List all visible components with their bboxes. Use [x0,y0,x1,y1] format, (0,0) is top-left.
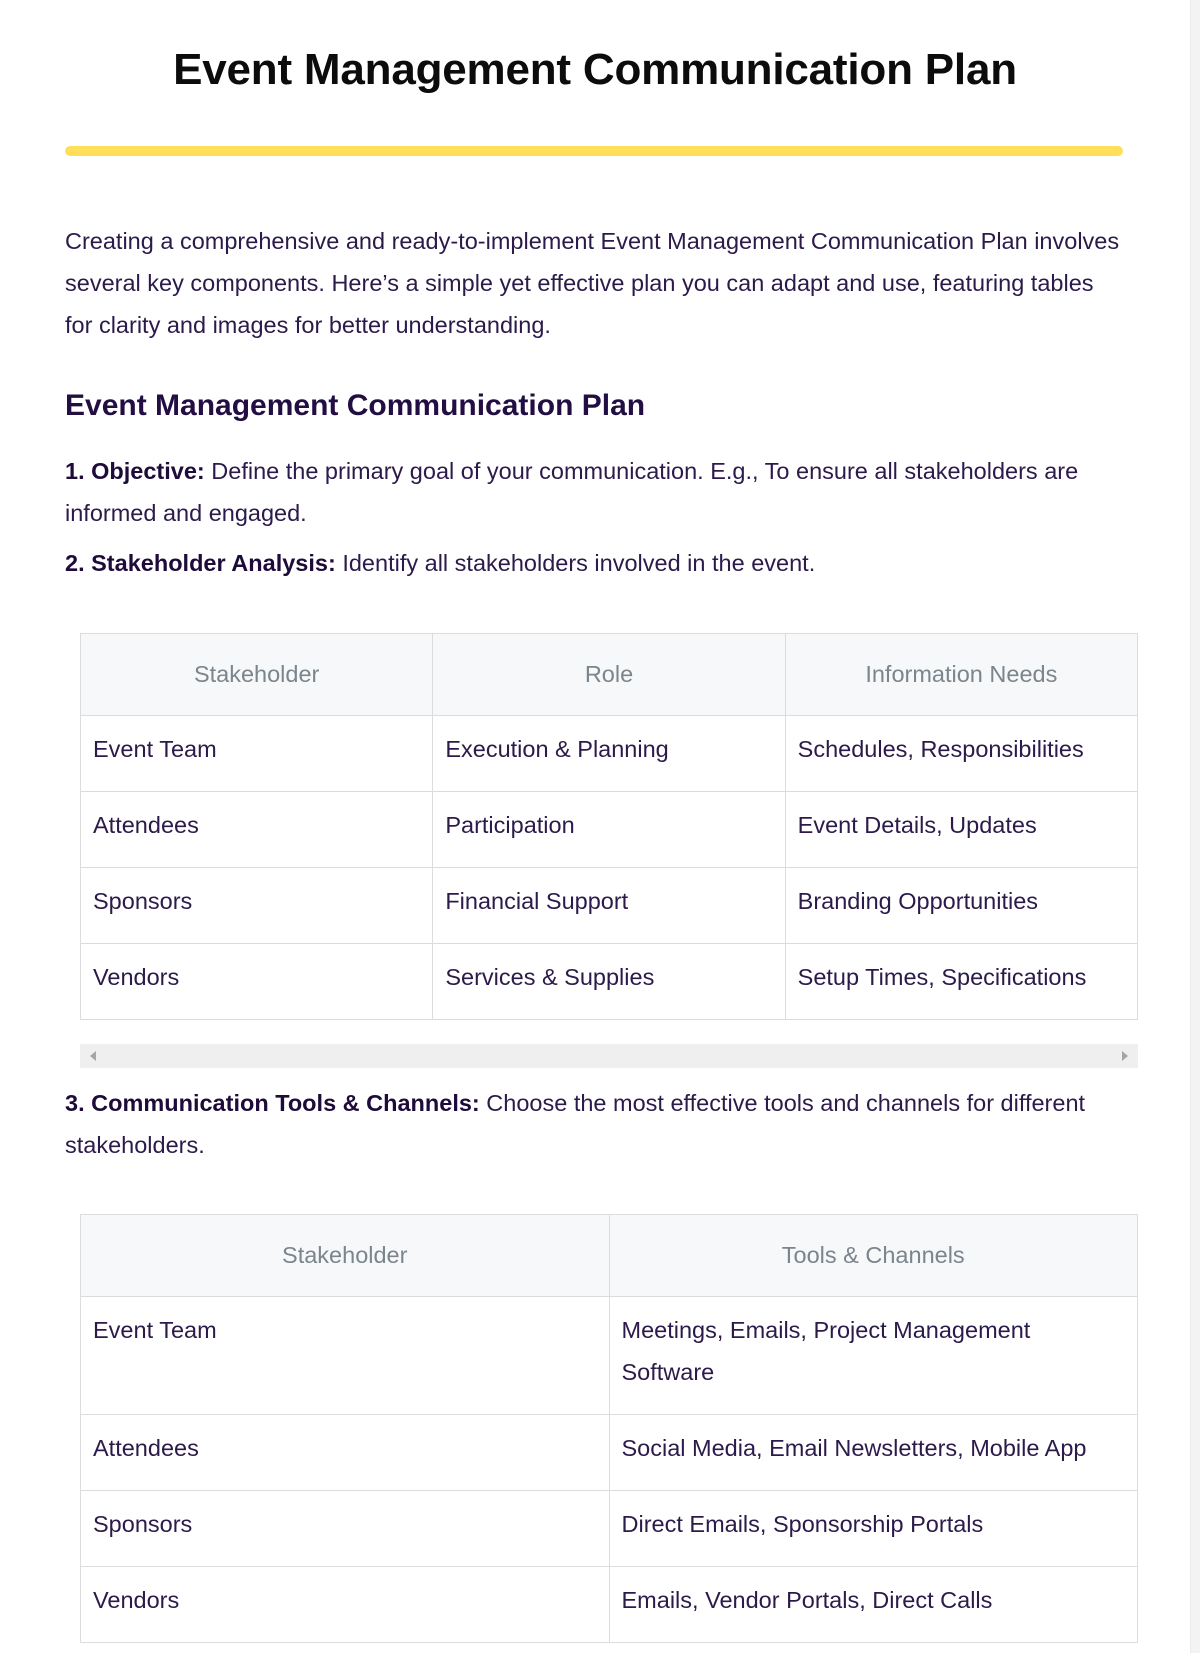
page-vertical-scrollbar[interactable] [1190,0,1200,1653]
stakeholder-table [80,633,1138,1020]
stakeholder-analysis-paragraph [65,542,1125,584]
table-cell: Social Media, Email Newsletters, Mobile App [609,1415,1138,1491]
table-cell: Schedules, Responsibilities [785,716,1137,792]
table-cell: Event Details, Updates [785,792,1137,868]
table-cell: Attendees [81,792,433,868]
table-cell: Vendors [81,1567,610,1643]
tools-channels-label: 3. Communication Tools & Channels: [65,1090,480,1116]
tools-channels-table [80,1214,1138,1643]
table-cell: Participation [433,792,785,868]
table-cell: Execution & Planning [433,716,785,792]
intro-paragraph: Creating a comprehensive and ready-to-implement Event Management Communication Plan involves several key components. Here’s a simple yet effective plan you can adapt and use, featuring tables for clarity and images for better understanding. [65,228,1120,338]
scroll-left-arrow-icon[interactable] [90,1051,96,1061]
table-cell: Direct Emails, Sponsorship Portals [609,1491,1138,1567]
column-header: Stakeholder [81,634,433,716]
table-cell: Meetings, Emails, Project Management Software [609,1297,1138,1415]
table-horizontal-scrollbar[interactable] [80,1044,1138,1068]
page-title: Event Management Communication Plan [173,45,1017,94]
table-row [81,944,1138,1020]
table-row [81,1567,1138,1643]
tools-channels-paragraph [65,1082,1125,1166]
stakeholder-analysis-label: 2. Stakeholder Analysis: [65,550,336,576]
table-cell: Financial Support [433,868,785,944]
table-row [81,716,1138,792]
table-cell: Event Team [81,716,433,792]
column-header: Role [433,634,785,716]
tools-channels-text: Choose the most effective tools and channels for different stakeholders. [65,1090,1086,1158]
table-cell: Vendors [81,944,433,1020]
column-header: Tools & Channels [609,1215,1138,1297]
column-header: Information Needs [785,634,1137,716]
table-cell: Emails, Vendor Portals, Direct Calls [609,1567,1138,1643]
stakeholder-analysis-text: Identify all stakeholders involved in the event. [335,550,816,576]
table-header-row [81,1215,1138,1297]
table-row [81,1415,1138,1491]
table-cell: Setup Times, Specifications [785,944,1137,1020]
table-cell: Branding Opportunities [785,868,1137,944]
table-row [81,868,1138,944]
objective-paragraph [65,450,1125,534]
title-divider [65,146,1123,156]
table-row [81,792,1138,868]
table-cell: Sponsors [81,1491,610,1567]
column-header: Stakeholder [81,1215,610,1297]
scroll-right-arrow-icon[interactable] [1122,1051,1128,1061]
table-cell: Event Team [81,1297,610,1415]
table-cell: Attendees [81,1415,610,1491]
table-cell: Services & Supplies [433,944,785,1020]
table-header-row [81,634,1138,716]
objective-text: Define the primary goal of your communication. E.g., To ensure all stakeholders are informed and engaged. [65,458,1079,526]
table-cell: Sponsors [81,868,433,944]
section-heading: Event Management Communication Plan [65,389,646,422]
objective-label: 1. Objective: [65,458,205,484]
table-row [81,1491,1138,1567]
table-row [81,1297,1138,1415]
